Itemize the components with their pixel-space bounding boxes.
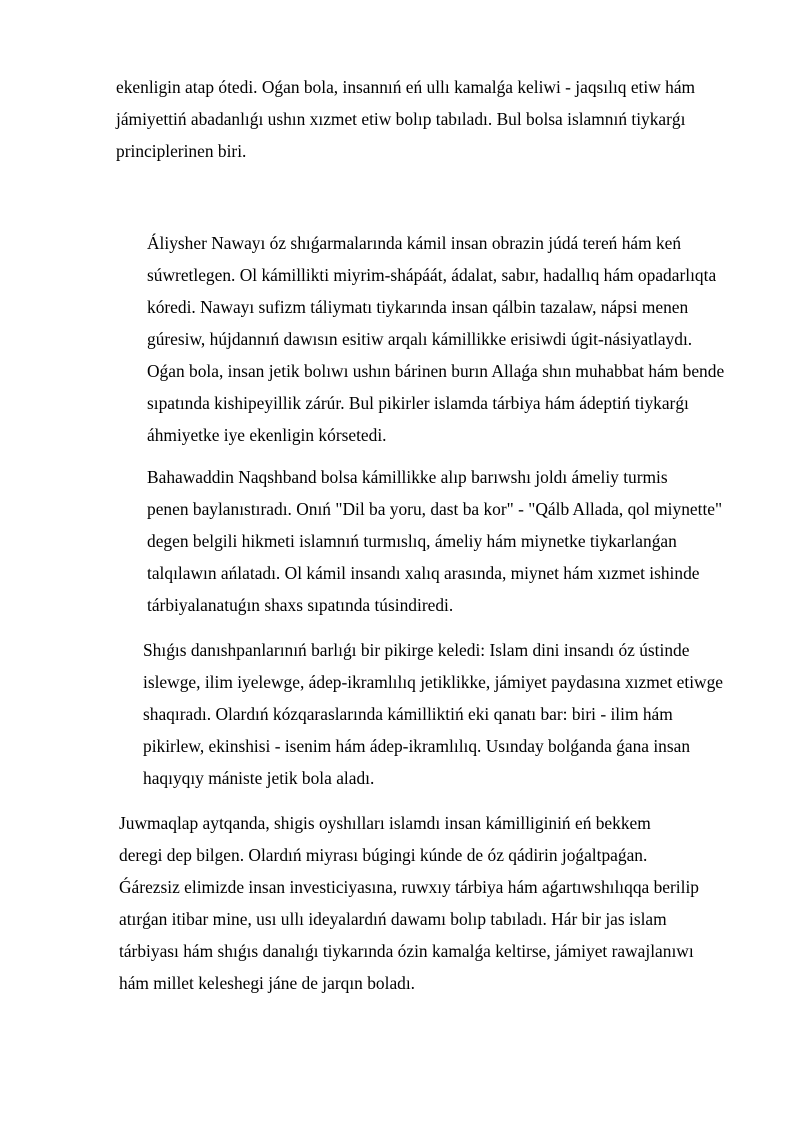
- text-line: ekenligin atap ótedi. Oǵan bola, insannıń eń ullı kamalǵa keliwi - jaqsılıq etiw hám: [116, 77, 696, 97]
- text-line: deregi dep bilgen. Olardıń miyrası búgingi kúnde de óz qádirin joǵaltpaǵan.: [119, 845, 648, 865]
- text-line: Ǵárezsiz elimizde insan investiciyasına, ruwxıy tárbiya hám aǵartıwshılıqqa berilip: [119, 877, 699, 897]
- text-line: talqılawın ańlatadı. Ol kámil insandı xalıq arasında, miynet hám xızmet ishinde: [147, 563, 700, 583]
- text-line: áhmiyetke iye ekenligin kórsetedi.: [147, 425, 387, 445]
- text-line: atırǵan itibar mine, usı ullı ideyalardıń dawamı bolıp tabıladı. Hár bir jas islam: [119, 909, 667, 929]
- text-line: gúresiw, hújdannıń dawısın esitiw arqalı kámillikke erisiwdi úgit-násiyatlaydı.: [147, 329, 693, 349]
- text-line: jámiyettiń abadanlıǵı ushın xızmet etiw bolıp tabıladı. Bul bolsa islamnıń tiykarǵı: [116, 109, 686, 129]
- text-line: súwretlegen. Ol kámillikti miyrim-shápáát, ádalat, sabır, hadallıq hám opadarlıqta: [147, 265, 717, 285]
- paragraph-5: [116, 807, 756, 999]
- text-line: principlerinen biri.: [116, 141, 247, 161]
- text-line: haqıyqıy mániste jetik bola aladı.: [143, 768, 375, 788]
- text-line: degen belgili hikmeti islamnıń turmıslıq, ámeliy hám miynetke tiykarlanǵan: [147, 531, 677, 551]
- text-line: Bahawaddin Naqshband bolsa kámillikke alıp barıwshı joldı ámeliy turmis: [147, 467, 668, 487]
- paragraph-2: [116, 227, 756, 451]
- text-line: tárbiyalanatuǵın shaxs sıpatında túsindiredi.: [147, 595, 454, 615]
- text-line: Juwmaqlap aytqanda, shigis oyshılları islamdı insan kámilliginiń eń bekkem: [119, 813, 651, 833]
- text-line: sıpatında kishipeyillik zárúr. Bul pikirler islamda tárbiya hám ádeptiń tiykarǵı: [147, 393, 689, 413]
- text-line: penen baylanıstıradı. Onıń "Dil ba yoru, dast ba kor" - "Qálb Allada, qol miynette": [147, 499, 723, 519]
- paragraph-1: [116, 71, 756, 167]
- text-line: hám millet keleshegi jáne de jarqın boladı.: [119, 973, 416, 993]
- text-line: tárbiyası hám shıǵıs danalıǵı tiykarında ózin kamalǵa keltirse, jámiyet rawajlanıwı: [119, 941, 694, 961]
- paragraph-3: [116, 461, 756, 621]
- text-line: shaqıradı. Olardıń kózqaraslarında kámilliktiń eki qanatı bar: biri - ilim hám: [143, 704, 673, 724]
- text-line: Áliysher Nawayı óz shıǵarmalarında kámil insan obrazin júdá tereń hám keń: [147, 233, 682, 253]
- text-line: pikirlew, ekinshisi - isenim hám ádep-ikramlılıq. Usınday bolǵanda ǵana insan: [143, 736, 691, 756]
- text-line: islewge, ilim iyelewge, ádep-ikramlılıq jetiklikke, jámiyet paydasına xızmet etiwge: [143, 672, 723, 692]
- paragraph-4: [116, 634, 756, 794]
- text-line: Oǵan bola, insan jetik bolıwı ushın bárinen burın Allaǵa shın muhabbat hám bende: [147, 361, 725, 381]
- text-line: kóredi. Nawayı sufizm táliymatı tiykarında insan qálbin tazalaw, nápsi menen: [147, 297, 689, 317]
- text-line: Shıǵıs danıshpanlarınıń barlıǵı bir pikirge keledi: Islam dini insandı óz ústinde: [143, 640, 690, 660]
